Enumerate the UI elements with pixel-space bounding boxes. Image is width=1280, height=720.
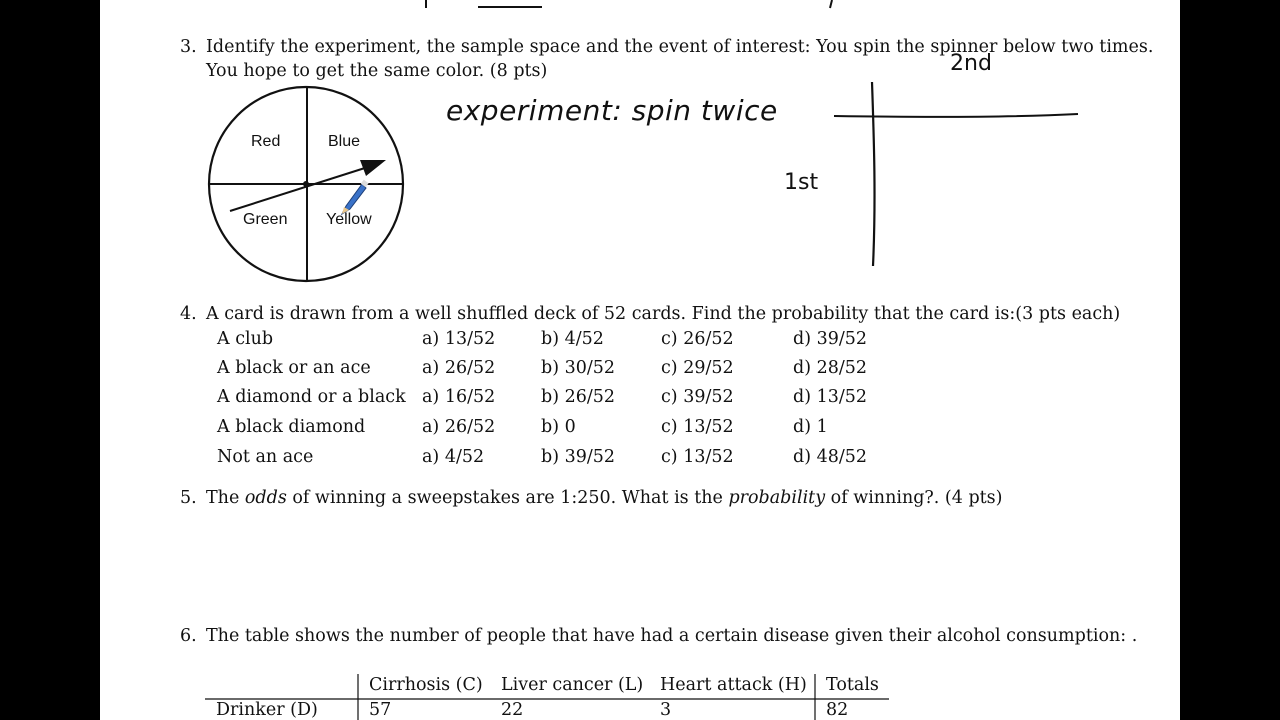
option-b: b) 26/52 — [541, 387, 616, 407]
spinner-label-blue: Blue — [328, 133, 361, 150]
table-cell: 22 — [501, 700, 524, 720]
option-a: a) 26/52 — [422, 358, 496, 378]
q5-number: 5. — [180, 488, 197, 508]
handwritten-2nd: 2nd — [950, 51, 992, 76]
table-cell: 3 — [660, 700, 672, 720]
option-b: b) 0 — [541, 417, 576, 437]
table-row-label: Drinker (D) — [216, 700, 318, 720]
spinner-label-green: Green — [243, 211, 288, 228]
choice-label: A diamond or a black — [217, 387, 406, 407]
q5-text-part: of winning?. (4 pts) — [825, 488, 1003, 508]
table-header: Totals — [826, 675, 879, 695]
option-b: b) 30/52 — [541, 358, 616, 378]
option-d: d) 48/52 — [793, 447, 868, 467]
table-header: Cirrhosis (C) — [369, 675, 483, 695]
option-c: c) 13/52 — [661, 417, 734, 437]
table-header: Heart attack (H) — [660, 675, 807, 695]
q6-number: 6. — [180, 626, 197, 646]
option-a: a) 16/52 — [422, 387, 496, 407]
option-d: d) 13/52 — [793, 387, 868, 407]
choice-label: Not an ace — [217, 447, 314, 467]
option-d: d) 39/52 — [793, 329, 868, 349]
choice-label: A club — [217, 329, 274, 349]
q5-text-part: The — [206, 488, 245, 508]
option-a: a) 26/52 — [422, 417, 496, 437]
spinner-label-red: Red — [251, 133, 281, 150]
spinner-diagram — [209, 87, 403, 281]
table-header: Liver cancer (L) — [501, 675, 644, 695]
option-b: b) 4/52 — [541, 329, 604, 349]
spinner-label-yellow: Yellow — [326, 211, 372, 228]
option-d: d) 28/52 — [793, 358, 868, 378]
q3-line1: Identify the experiment, the sample space and the event of interest: You spin the spinner below two times. — [206, 37, 1154, 57]
option-a: a) 13/52 — [422, 329, 496, 349]
table-cell: 57 — [369, 700, 392, 720]
option-a: a) 4/52 — [422, 447, 485, 467]
choice-label: A black diamond — [217, 417, 366, 437]
q5-prompt — [206, 490, 1003, 508]
q5-odds-term: odds — [244, 488, 287, 508]
option-b: b) 39/52 — [541, 447, 616, 467]
option-c: c) 26/52 — [661, 329, 734, 349]
q3-line2: You hope to get the same color. (8 pts) — [206, 61, 548, 81]
option-c: c) 13/52 — [661, 447, 734, 467]
handwritten-1st: 1st — [784, 170, 819, 195]
option-d: d) 1 — [793, 417, 828, 437]
worksheet-page — [100, 0, 1180, 720]
table-cell: 82 — [826, 700, 849, 720]
option-c: c) 39/52 — [661, 387, 734, 407]
q5-text-part: of winning a sweepstakes are 1:250. What is the — [286, 488, 729, 508]
handwritten-experiment: experiment: spin twice — [446, 94, 778, 127]
q3-number: 3. — [180, 37, 197, 57]
choice-label: A black or an ace — [217, 358, 371, 378]
q4-prompt: A card is drawn from a well shuffled deck of 52 cards. Find the probability that the card is:(3 pts each) — [206, 304, 1121, 324]
q4-number: 4. — [180, 304, 197, 324]
option-c: c) 29/52 — [661, 358, 734, 378]
q5-probability-term: probability — [728, 488, 826, 508]
q6-prompt: The table shows the number of people that have had a certain disease given their alcohol consumption: . — [206, 626, 1138, 646]
